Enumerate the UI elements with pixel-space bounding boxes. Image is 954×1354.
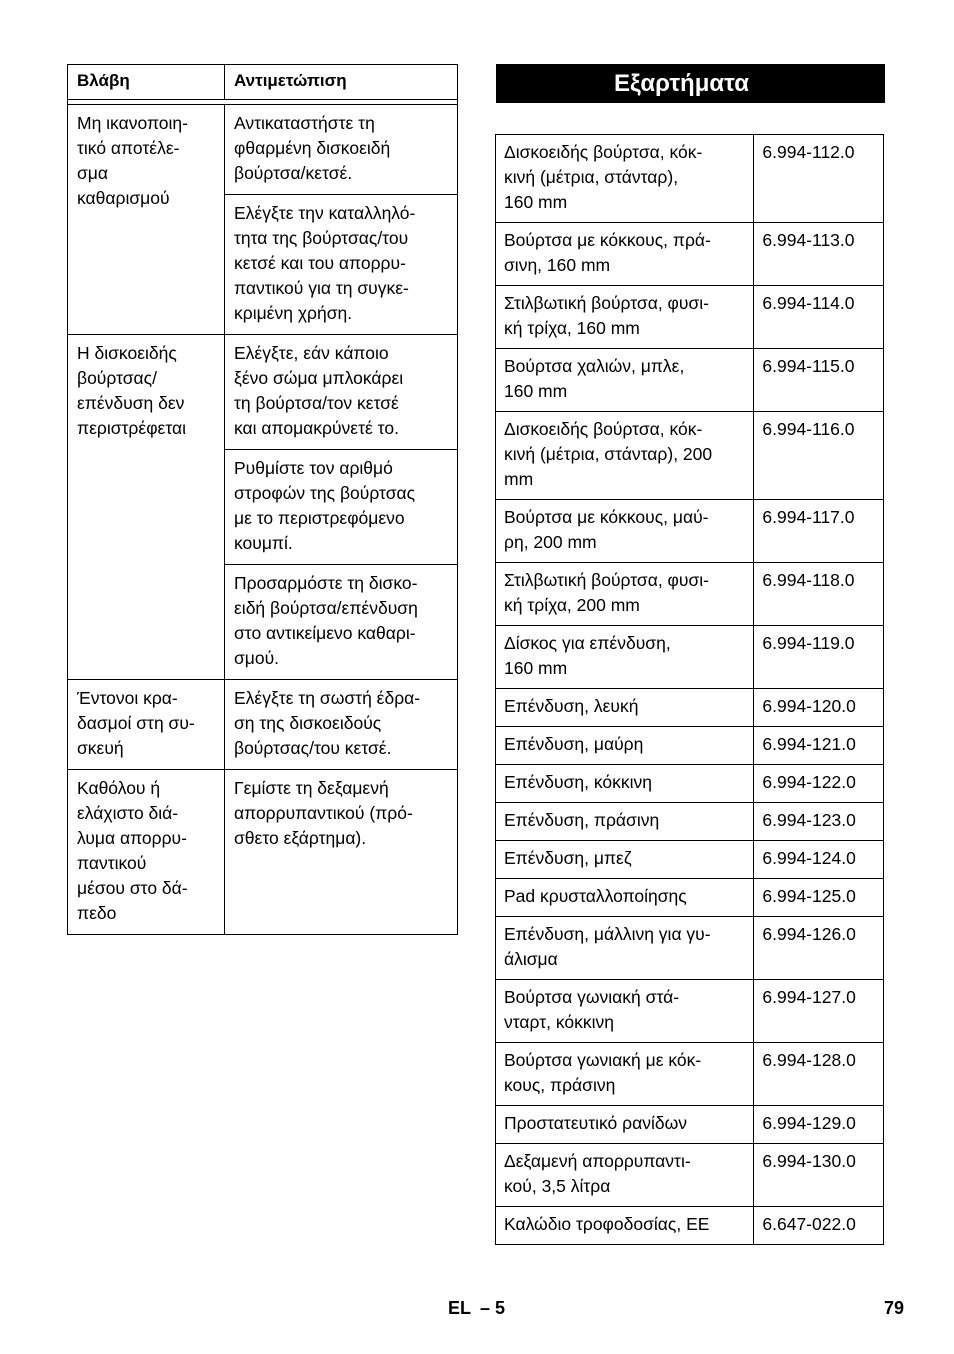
part-number: 6.994-113.0 (754, 223, 884, 286)
remedy-cell: Αντικαταστήστε τη φθαρμένη δισκοειδή βούρτσα/κετσέ. (225, 105, 458, 195)
part-number: 6.994-126.0 (754, 917, 884, 980)
accessory-name: Δισκοειδής βούρτσα, κόκ- κινή (μέτρια, στάνταρ), 160 mm (496, 135, 754, 223)
list-item (496, 689, 884, 727)
accessory-name: Καλώδιο τροφοδοσίας, ΕΕ (496, 1207, 754, 1245)
footer-section-label: EL (448, 1298, 472, 1318)
part-number: 6.647-022.0 (754, 1207, 884, 1245)
part-number: 6.994-127.0 (754, 980, 884, 1043)
fault-cell: Καθόλου ή ελάχιστο διά- λυμα απορρυ- παντικού μέσου στο δά- πεδο (68, 770, 225, 935)
part-number: 6.994-121.0 (754, 727, 884, 765)
table-row (68, 335, 458, 450)
part-number: 6.994-112.0 (754, 135, 884, 223)
list-item (496, 626, 884, 689)
remedy-cell: Γεμίστε τη δεξαμενή απορρυπαντικού (πρό- σθετο εξάρτημα). (225, 770, 458, 935)
list-item (496, 803, 884, 841)
part-number: 6.994-128.0 (754, 1043, 884, 1106)
list-item (496, 879, 884, 917)
list-item (496, 1043, 884, 1106)
part-number: 6.994-119.0 (754, 626, 884, 689)
part-number: 6.994-122.0 (754, 765, 884, 803)
list-item (496, 1144, 884, 1207)
header-remedy: Αντιμετώπιση (225, 65, 458, 100)
list-item (496, 349, 884, 412)
accessory-name: Επένδυση, μπεζ (496, 841, 754, 879)
accessory-name: Δεξαμενή απορρυπαντι- κού, 3,5 λίτρα (496, 1144, 754, 1207)
list-item (496, 412, 884, 500)
accessories-table (495, 134, 884, 1245)
accessory-name: Βούρτσα χαλιών, μπλε, 160 mm (496, 349, 754, 412)
part-number: 6.994-120.0 (754, 689, 884, 727)
list-item (496, 500, 884, 563)
list-item (496, 563, 884, 626)
part-number: 6.994-130.0 (754, 1144, 884, 1207)
part-number: 6.994-117.0 (754, 500, 884, 563)
part-number: 6.994-116.0 (754, 412, 884, 500)
page-number: 79 (884, 1298, 905, 1318)
fault-cell: Μη ικανοποιη- τικό αποτέλε- σμα καθαρισμού (68, 105, 225, 335)
list-item (496, 1207, 884, 1245)
footer-page-ref: – 5 (480, 1298, 506, 1318)
fault-cell: Η δισκοειδής βούρτσας/ επένδυση δεν περιστρέφεται (68, 335, 225, 680)
remedy-cell: Ελέγξτε την καταλληλό- τητα της βούρτσας/του κετσέ και του απορρυ- παντικού για τη συγκε- κριμένη χρήση. (225, 195, 458, 335)
accessory-name: Επένδυση, μάλλινη για γυ- άλισμα (496, 917, 754, 980)
list-item (496, 917, 884, 980)
remedy-cell: Ελέγξτε, εάν κάποιο ξένο σώμα μπλοκάρει τη βούρτσα/τον κετσέ και απομακρύνετέ το. (225, 335, 458, 450)
part-number: 6.994-123.0 (754, 803, 884, 841)
header-fault: Βλάβη (68, 65, 225, 100)
accessory-name: Προστατευτικό ρανίδων (496, 1106, 754, 1144)
accessory-name: Δισκοειδής βούρτσα, κόκ- κινή (μέτρια, στάνταρ), 200 mm (496, 412, 754, 500)
table-row (68, 105, 458, 195)
accessory-name: Pad κρυσταλλοποίησης (496, 879, 754, 917)
accessory-name: Βούρτσα με κόκκους, πρά- σινη, 160 mm (496, 223, 754, 286)
part-number: 6.994-115.0 (754, 349, 884, 412)
list-item (496, 980, 884, 1043)
section-title: Εξαρτήματα (496, 64, 885, 103)
remedy-cell: Ελέγξτε τη σωστή έδρα- ση της δισκοειδούς βούρτσας/του κετσέ. (225, 680, 458, 770)
accessory-name: Επένδυση, λευκή (496, 689, 754, 727)
accessory-name: Επένδυση, κόκκινη (496, 765, 754, 803)
part-number: 6.994-129.0 (754, 1106, 884, 1144)
part-number: 6.994-124.0 (754, 841, 884, 879)
remedy-cell: Προσαρμόστε τη δισκο- ειδή βούρτσα/επένδυση στο αντικείμενο καθαρι- σμού. (225, 565, 458, 680)
remedy-cell: Ρυθμίστε τον αριθμό στροφών της βούρτσας με το περιστρεφόμενο κουμπί. (225, 450, 458, 565)
part-number: 6.994-125.0 (754, 879, 884, 917)
list-item (496, 1106, 884, 1144)
list-item (496, 135, 884, 223)
list-item (496, 223, 884, 286)
part-number: 6.994-114.0 (754, 286, 884, 349)
list-item (496, 286, 884, 349)
fault-cell: Έντονοι κρα- δασμοί στη συ- σκευή (68, 680, 225, 770)
accessory-name: Βούρτσα γωνιακή με κόκ- κους, πράσινη (496, 1043, 754, 1106)
part-number: 6.994-118.0 (754, 563, 884, 626)
accessory-name: Στιλβωτική βούρτσα, φυσι- κή τρίχα, 200 mm (496, 563, 754, 626)
accessory-name: Δίσκος για επένδυση, 160 mm (496, 626, 754, 689)
accessory-name: Βούρτσα με κόκκους, μαύ- ρη, 200 mm (496, 500, 754, 563)
list-item (496, 727, 884, 765)
table-row (68, 770, 458, 935)
accessory-name: Βούρτσα γωνιακή στά- νταρτ, κόκκινη (496, 980, 754, 1043)
table-row (68, 680, 458, 770)
accessory-name: Επένδυση, πράσινη (496, 803, 754, 841)
accessory-name: Επένδυση, μαύρη (496, 727, 754, 765)
list-item (496, 765, 884, 803)
troubleshooting-table (67, 64, 458, 935)
table-header-row (68, 65, 458, 100)
list-item (496, 841, 884, 879)
accessory-name: Στιλβωτική βούρτσα, φυσι- κή τρίχα, 160 mm (496, 286, 754, 349)
